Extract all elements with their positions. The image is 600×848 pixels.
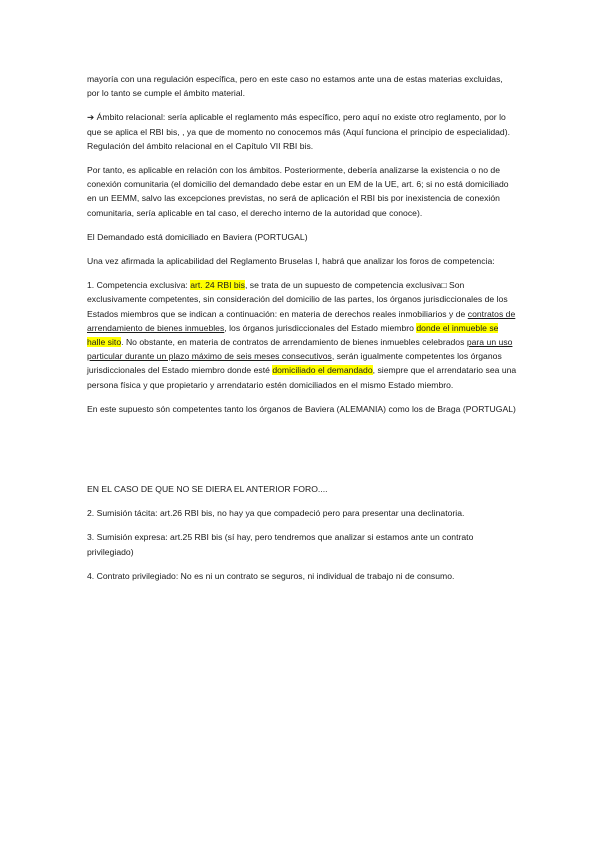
paragraph-relational-scope: [87, 110, 517, 153]
underline-private-use: para un uso particular durante un plazo máximo de seis meses consecutivos: [87, 337, 513, 362]
text-segment: , se trata de un supuesto de competencia exclusiva: [244, 280, 442, 291]
underline-lease-contracts: contratos de arrendamiento de bienes inmuebles: [87, 308, 516, 333]
document-page: [87, 72, 517, 593]
paragraph-competent-courts: En este supuesto són competentes tanto los órganos de Baviera (ALEMANIA) como los de Braga (PORTUGAL): [87, 403, 516, 414]
paragraph-tacit-submission: 2. Sumisión tácita: art.26 RBI bis, no hay ya que compadeció pero para presentar una declinatoria.: [87, 508, 465, 519]
paragraph-forums-intro: Una vez afirmada la aplicabilidad del Reglamento Bruselas I, habrá que analizar los foros de competencia:: [87, 256, 495, 267]
paragraph-exclusive-competence: [87, 278, 517, 392]
relational-scope-text: Ámbito relacional: sería aplicable el reglamento más específico, pero aquí no existe otro reglamento, por lo que se aplica el RBI bis, , ya que de momento no conocemos más (Aquí funciona el principio de especialidad). Regulación del ámbito relacional en el Capítulo VII RBI bis.: [87, 112, 511, 151]
text-segment: 1. Competencia exclusiva:: [87, 280, 191, 291]
arrow-icon: ➔: [87, 112, 95, 123]
paragraph-express-submission: 3. Sumisión expresa: art.25 RBI bis (sí hay, pero tendremos que analizar si estamos ante un contrato privilegiado): [87, 532, 474, 557]
spacer: [87, 426, 517, 482]
text-segment: Son exclusivamente competentes, sin consideración del domicilio de las partes, los órganos jurisdiccionales de los Estados miembros que se indican a continuación: en materia de derechos reales inmobiliarios y de: [87, 280, 508, 319]
highlight-defendant-domicile: domiciliado el demandado: [272, 365, 373, 376]
paragraph-material-scope: mayoría con una regulación específica, pero en este caso no estamos ante una de estas materias excluidas, por lo tanto se cumple el ámbito material.: [87, 74, 503, 99]
highlight-property-location: donde el inmueble se halle sito: [87, 322, 499, 348]
checkbox-glyph-icon: □: [441, 280, 447, 291]
text-segment: . No obstante, en materia de contratos de arrendamiento de bienes inmuebles celebrados: [121, 337, 467, 348]
highlight-art24: art. 24 RBI bis: [190, 280, 245, 291]
text-segment: , serán igualmente competentes los órganos jurisdiccionales del Estado miembro donde esté: [87, 351, 502, 376]
paragraph-community-connection: Por tanto, es aplicable en relación con los ámbitos. Posteriormente, debería analizarse la existencia o no de conexión comunitaria (el domicilio del demandado debe estar en un EM de la UE, art. 6; si no está domiciliado en un EEMM, salvo las excepciones previstas, no será de aplicación el RBI bis por inexistencia de conexión comunitaria, sería aplicable en tal caso, el derecho interno de la autoridad que conoce).: [87, 165, 509, 218]
paragraph-privileged-contract: 4. Contrato privilegiado: No es ni un contrato se seguros, ni individual de trabajo ni de consumo.: [87, 570, 455, 581]
paragraph-domicile: El Demandado está domiciliado en Baviera (PORTUGAL): [87, 231, 308, 242]
paragraph-alternative-forum: EN EL CASO DE QUE NO SE DIERA EL ANTERIOR FORO....: [87, 484, 328, 495]
text-segment: , siempre que el arrendatario sea una persona física y que propietario y arrendatario estén domiciliados en el mismo Estado miembro.: [87, 365, 517, 390]
text-segment: , los órganos jurisdiccionales del Estado miembro: [224, 322, 417, 333]
